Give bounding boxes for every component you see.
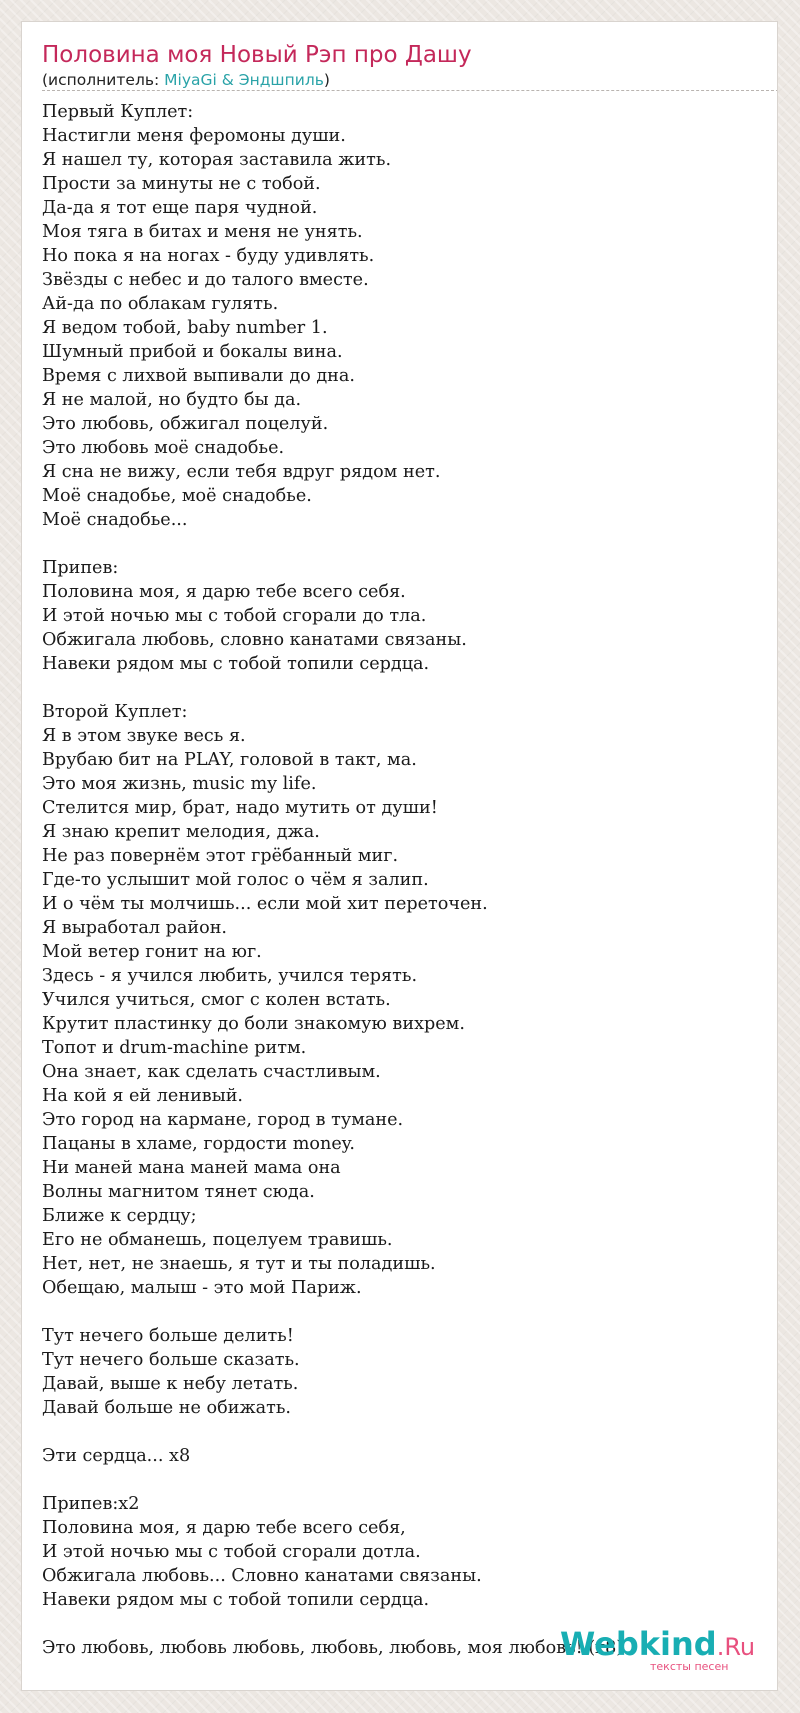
lyric-line: Крутит пластинку до боли знакомую вихрем. <box>42 1014 465 1034</box>
lyric-line: Стелится мир, брат, надо мутить от души! <box>42 798 438 818</box>
lyric-line: Я сна не вижу, если тебя вдруг рядом нет. <box>42 462 441 482</box>
lyric-line: Ай-да по облакам гулять. <box>42 294 279 314</box>
lyric-line: Шумный прибой и бокалы вина. <box>42 342 343 362</box>
lyric-line: Не раз повернём этот грёбанный миг. <box>42 846 399 866</box>
lyric-line: Ни маней мана маней мама она <box>42 1158 341 1178</box>
lyric-line: Обжигала любовь... Словно канатами связаны. <box>42 1566 482 1586</box>
lyric-line: Я выработал район. <box>42 918 228 938</box>
lyric-blank-line <box>42 1420 762 1444</box>
lyric-blank-line <box>42 676 762 700</box>
song-title: Половина моя Новый Рэп про Дашу <box>42 42 472 68</box>
lyric-line: Настигли меня феромоны души. <box>42 126 346 146</box>
lyric-line: Пацаны в хламе, гордости money. <box>42 1134 355 1154</box>
logo-tagline: тексты песен <box>650 1660 729 1673</box>
lyric-line: Давай больше не обижать. <box>42 1398 292 1418</box>
lyric-blank-line <box>42 532 762 556</box>
lyric-line: Второй Куплет: <box>42 702 188 722</box>
lyric-blank-line <box>42 1468 762 1492</box>
lyric-line: Моё снадобье, моё снадобье. <box>42 486 312 506</box>
lyric-line: Это любовь, любовь любовь, любовь, любовь, моя любовь! (x8) <box>42 1638 624 1658</box>
artist-line <box>42 70 757 90</box>
lyric-line: Учился учиться, смог с колен встать. <box>42 990 391 1010</box>
lyric-line: Топот и drum-machine ритм. <box>42 1038 307 1058</box>
lyric-blank-line <box>42 1300 762 1324</box>
lyric-line: Половина моя, я дарю тебе всего себя. <box>42 582 406 602</box>
lyric-line: Но пока я на ногах - буду удивлять. <box>42 246 375 266</box>
lyric-line: Нет, нет, не знаешь, я тут и ты поладишь. <box>42 1254 436 1274</box>
lyric-line: Это любовь, обжигал поцелуй. <box>42 414 329 434</box>
lyric-line: Припев: <box>42 558 119 578</box>
lyric-line: Припев:x2 <box>42 1494 140 1514</box>
lyric-line: Эти сердца... x8 <box>42 1446 191 1466</box>
lyric-line: Я не малой, но будто бы да. <box>42 390 302 410</box>
lyric-line: Волны магнитом тянет сюда. <box>42 1182 315 1202</box>
artist-link[interactable]: MiyaGi & Эндшпиль <box>164 71 324 89</box>
lyric-line: Я ведом тобой, baby number 1. <box>42 318 328 338</box>
lyric-line: Обжигала любовь, словно канатами связаны. <box>42 630 467 650</box>
lyric-line: И этой ночью мы с тобой сгорали до тла. <box>42 606 427 626</box>
lyric-line: Первый Куплет: <box>42 102 194 122</box>
lyric-line: Я в этом звуке весь я. <box>42 726 246 746</box>
header-divider <box>42 90 778 91</box>
lyric-line: Она знает, как сделать счастливым. <box>42 1062 381 1082</box>
lyric-line: На кой я ей ленивый. <box>42 1086 244 1106</box>
lyric-line: Это моя жизнь, music my life. <box>42 774 317 794</box>
lyric-line: Прости за минуты не с тобой. <box>42 174 321 194</box>
lyric-line: Я знаю крепит мелодия, джа. <box>42 822 320 842</box>
lyric-line: Навеки рядом мы с тобой топили сердца. <box>42 1590 430 1610</box>
lyric-line: Тут нечего больше сказать. <box>42 1350 300 1370</box>
lyric-line: Я нашел ту, которая заставила жить. <box>42 150 392 170</box>
artist-prefix: (исполнитель: <box>42 71 165 89</box>
lyrics-card <box>21 21 778 1691</box>
lyrics-text <box>42 100 762 1660</box>
lyric-line: Врубаю бит на PLAY, головой в такт, ма. <box>42 750 417 770</box>
lyric-line: Его не обманешь, поцелуем травишь. <box>42 1230 393 1250</box>
logo-part-primary: Webkind <box>560 1625 717 1663</box>
lyric-line: Тут нечего больше делить! <box>42 1326 294 1346</box>
logo-part-accent: .Ru <box>716 1633 756 1661</box>
lyric-line: И о чём ты молчишь... если мой хит переточен. <box>42 894 488 914</box>
lyric-line: Давай, выше к небу летать. <box>42 1374 299 1394</box>
lyric-line: Моё снадобье... <box>42 510 188 530</box>
lyric-line: Это любовь моё снадобье. <box>42 438 285 458</box>
lyric-line: И этой ночью мы с тобой сгорали дотла. <box>42 1542 421 1562</box>
lyric-line: Звёзды с небес и до талого вместе. <box>42 270 369 290</box>
lyric-line: Моя тяга в битах и меня не унять. <box>42 222 363 242</box>
lyric-line: Где-то услышит мой голос о чём я залип. <box>42 870 429 890</box>
artist-suffix: ) <box>323 71 330 89</box>
lyric-line: Здесь - я учился любить, учился терять. <box>42 966 418 986</box>
webkind-logo[interactable] <box>560 1626 780 1686</box>
lyric-line: Навеки рядом мы с тобой топили сердца. <box>42 654 430 674</box>
lyric-line: Ближе к сердцу; <box>42 1206 197 1226</box>
lyric-line: Это город на кармане, город в тумане. <box>42 1110 404 1130</box>
lyric-line: Мой ветер гонит на юг. <box>42 942 262 962</box>
lyric-line: Половина моя, я дарю тебе всего себя, <box>42 1518 406 1538</box>
lyric-line: Время с лихвой выпивали до дна. <box>42 366 355 386</box>
lyric-line: Обещаю, малыш - это мой Париж. <box>42 1278 362 1298</box>
lyric-line: Да-да я тот еще паря чудной. <box>42 198 318 218</box>
